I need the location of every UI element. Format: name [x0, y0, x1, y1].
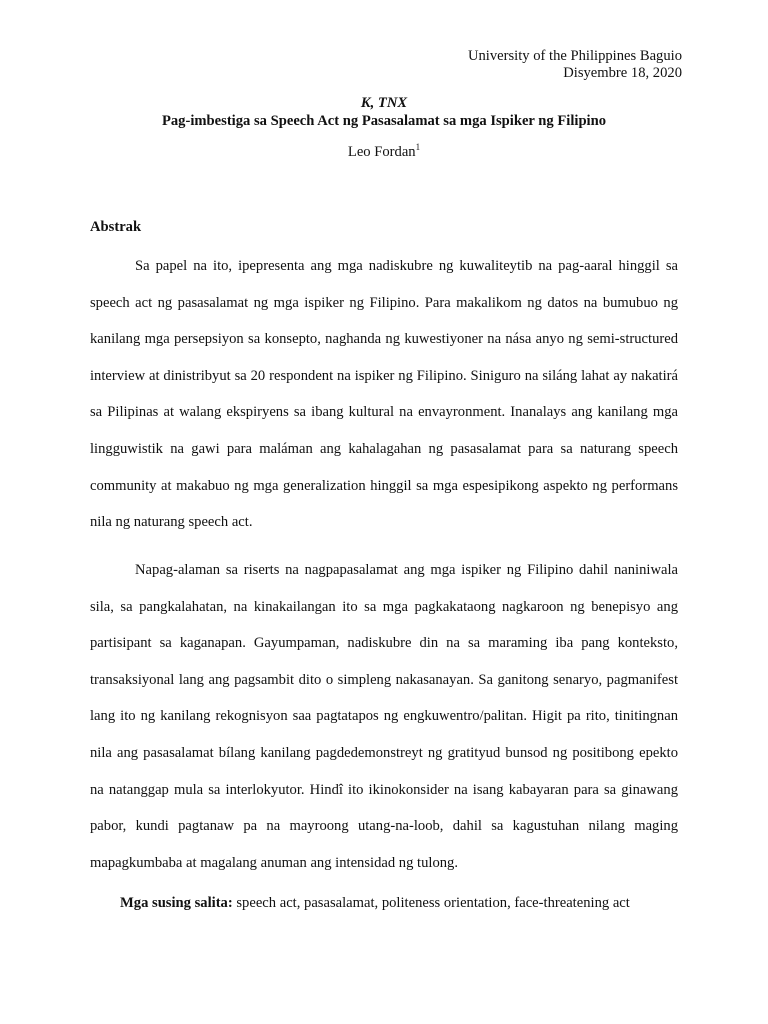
abstract-paragraph-1: Sa papel na ito, ipepresenta ang mga nadiskubre ng kuwaliteytib na pag-aaral hinggil sa speech act ng pasasalamat ng mga ispiker ng Filipino. Para makalikom ng datos na bumubuo ng kanilang mga persepsiyon sa konsepto, naghanda ng kuwestiyoner na nása anyo ng semi-structured interview at dinistribyut sa 20 respondent na ispiker ng Filipino. Siniguro na siláng lahat ay nakatirá sa Pilipinas at walang ekspiryens sa ibang kultural na envayronment. Inanalays ang kanilang mga lingguwistik na gawi para maláman ang kahalagahan ng pasasalamat para sa naturang speech community at makabuo ng mga generalization hinggil sa mga espesipikong aspekto ng performans nila ng naturang speech act.: [90, 258, 678, 531]
short-title: K, TNX: [360, 95, 408, 111]
title-block: [0, 94, 768, 130]
institution-name: University of the Philippines Baguio: [467, 48, 682, 64]
author-footnote-mark: 1: [415, 142, 421, 153]
full-title: Pag-imbestiga sa Speech Act ng Pasasalamat sa mga Ispiker ng Filipino: [161, 113, 607, 129]
abstract-paragraph-2: Napag-alaman sa riserts na nagpapasalamat ang mga ispiker ng Filipino dahil naniniwala sila, sa pangkalahatan, na kinakailangan ito sa mga pagkakataong nagkaroon ng benepisyo ang partisipant sa kaganapan. Gayumpaman, nadiskubre din na sa maraming iba pang konteksto, transaksiyonal lang ang pagsambit dito o simpleng nakasanayan. Sa ganitong senaryo, pagmanifest lang ito ng kanilang rekognisyon saa pagtatapos ng engkuwentro/palitan. Higit pa rito, tinitingnan nila ang pasasalamat bílang kanilang pagdedemonstreyt ng gratityud bunsod ng positibong epekto na natanggap mula sa interlokyutor. Hindî ito ikinokonsider na isang kabayaran para sa ginawang pabor, kundi pagtanaw pa na mayroong utang-na-loob, dahil sa kagustuhan nilang maging mapagkumbaba at magalang anuman ang intensidad ng tulong.: [90, 562, 678, 871]
keywords-label: Mga susing salita:: [120, 895, 233, 911]
author-name: Leo Fordan: [347, 144, 416, 160]
keywords-list: speech act, pasasalamat, politeness orientation, face-threatening act: [236, 895, 630, 911]
document-date: Disyembre 18, 2020: [563, 65, 682, 81]
keywords-line: [120, 895, 630, 912]
author-line: [0, 144, 768, 161]
header-affiliation: [468, 48, 682, 82]
abstract-heading: Abstrak: [90, 219, 142, 235]
